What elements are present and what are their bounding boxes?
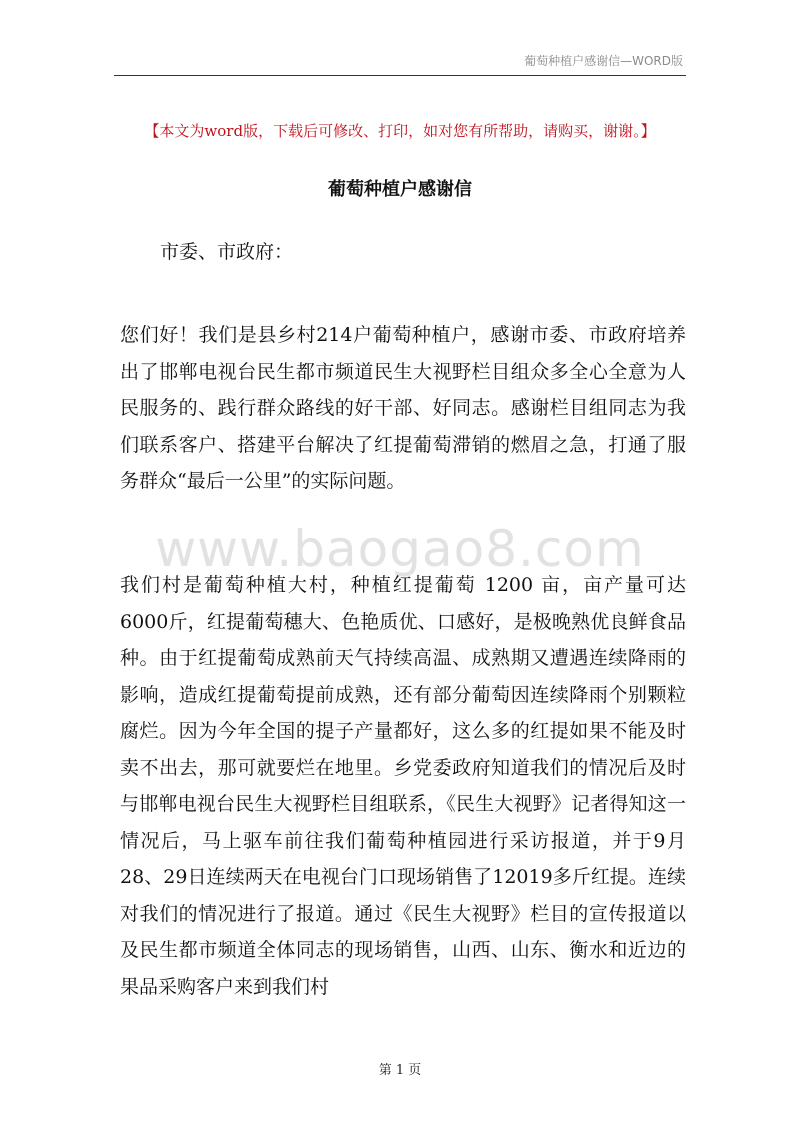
watermark-text: www.baogao8.com xyxy=(155,520,645,578)
paragraph-situation: 我们村是葡萄种植大村，种植红提葡萄 1200 亩，亩产量可达 6000斤，红提葡萄穗大、色艳质优、口感好，是极晚熟优良鲜食品种。由于红提葡萄成熟前天气持续高温、成熟期又遭遇连续降雨的影响，造成红提葡萄提前成熟，还有部分葡萄因连续降雨个别颗粒腐烂。因为今年全国的提子产量都好，这么多的红提如果不能及时卖不出去，那可就要烂在地里。乡党委政府知道我们的情况后及时与邯郸电视台民生大视野栏目组联系，《民生大视野》记者得知这一情况后，马上驱车前往我们葡萄种植园进行采访报道，并于9月28、29日连续两天在电视台门口现场销售了12019多斤红提。连续对我们的情况进行了报道。通过《民生大视野》栏目的宣传报道以及民生都市频道全体同志的现场销售，山西、山东、衡水和近边的果品采购客户来到我们村 xyxy=(120,574,686,998)
page-number: 第 1 页 xyxy=(378,1063,422,1078)
document-title: 葡萄种植户感谢信 xyxy=(328,179,472,200)
header-divider xyxy=(114,75,686,76)
paragraph-greeting: 您们好！我们是县乡村214户葡萄种植户，感谢市委、市政府培养出了邯郸电视台民生都市频道民生大视野栏目组众多全心全意为人民服务的、践行群众路线的好干部、好同志。感谢栏目组同志为我们联系客户、搭建平台解决了红提葡萄滞销的燃眉之急，打通了服务群众“最后一公里”的实际问题。 xyxy=(120,324,686,492)
salutation: 市委、市政府： xyxy=(160,241,294,263)
running-header: 葡萄种植户感谢信—WORD版 xyxy=(524,54,683,68)
purchase-notice: 【本文为word版，下载后可修改、打印，如对您有所帮助，请购买，谢谢。】 xyxy=(144,122,656,140)
